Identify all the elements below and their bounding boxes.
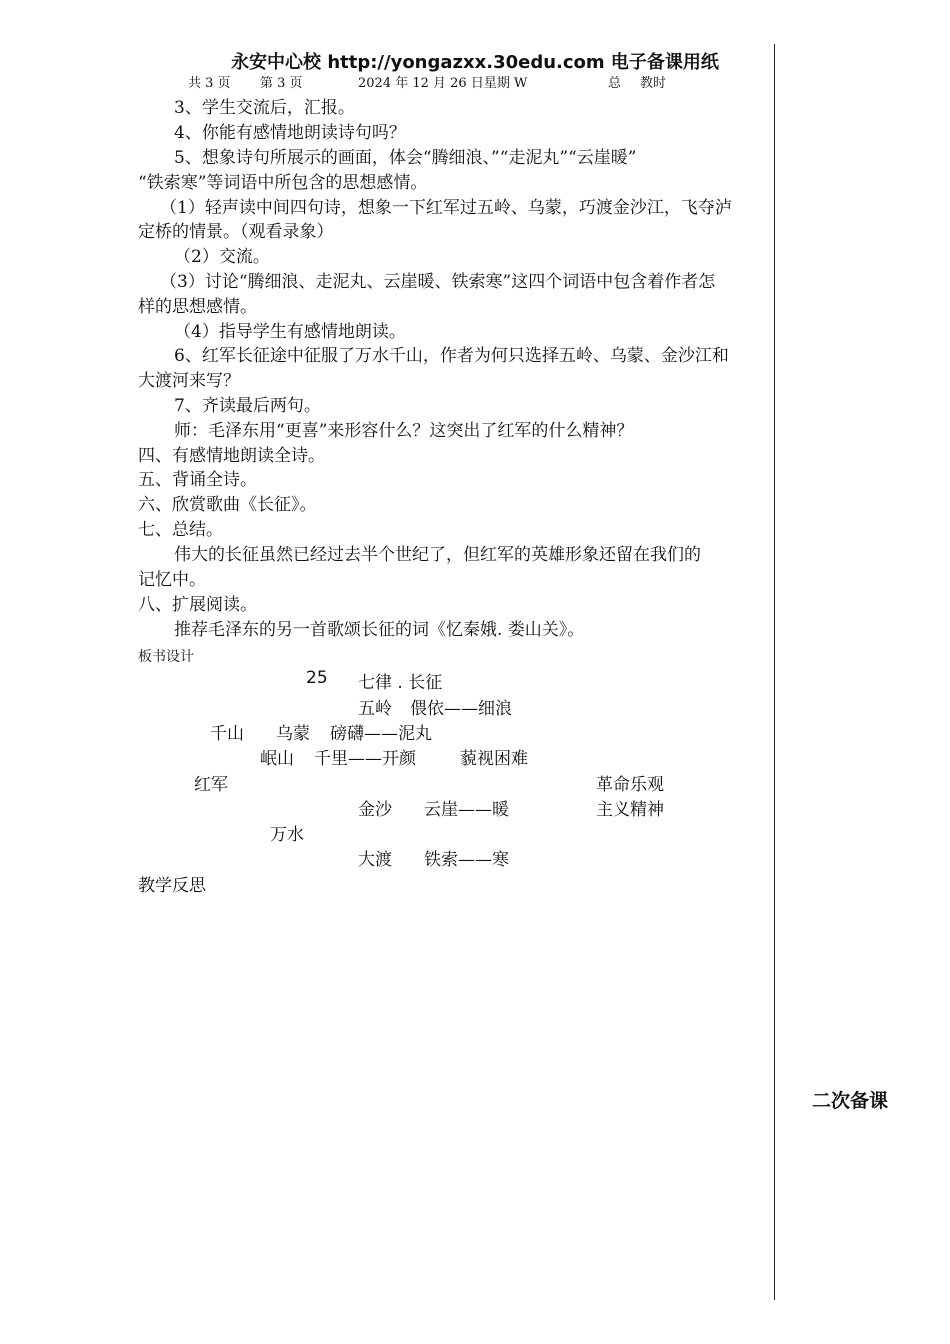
board-miaoshi: 藐视困难 bbox=[460, 749, 528, 769]
board-minshan: 岷山 bbox=[260, 749, 294, 769]
board-dadu: 大渡 bbox=[358, 850, 392, 870]
text-line: 六、欣赏歌曲《长征》。 bbox=[138, 495, 317, 515]
lesson-title: 七律 . 长征 bbox=[358, 673, 443, 693]
board-jinsha-phrase: 云崖——暖 bbox=[424, 800, 509, 820]
board-wumeng: 乌蒙 bbox=[276, 724, 310, 744]
board-dadu-phrase: 铁索——寒 bbox=[424, 850, 509, 870]
text-line: 4、你能有感情地朗读诗句吗？ bbox=[174, 123, 406, 143]
text-line: 样的思想感情。 bbox=[138, 297, 257, 317]
text-line: “铁索寒”等词语中所包含的思想感情。 bbox=[138, 173, 428, 193]
text-line: 5、想象诗句所展示的画面，体会“腾细浪、”“走泥丸”“云崖暖” bbox=[174, 148, 637, 168]
page-number: 第 3 页 bbox=[260, 76, 303, 91]
text-line: 大渡河来写？ bbox=[138, 371, 240, 391]
margin-divider bbox=[774, 44, 775, 1300]
reflection-heading: 教学反思 bbox=[138, 876, 206, 896]
board-hongjun: 红军 bbox=[194, 775, 228, 795]
text-line: 3、学生交流后，汇报。 bbox=[174, 98, 355, 118]
text-line: 6、红军长征途中征服了万水千山，作者为何只选择五岭、乌蒙、金沙江和 bbox=[174, 346, 729, 366]
text-line: 师：毛泽东用“更喜”来形容什么？这突出了红军的什么精神？ bbox=[174, 421, 634, 441]
text-line: 伟大的长征虽然已经过去半个世纪了，但红军的英雄形象还留在我们的 bbox=[174, 545, 701, 565]
text-line: （2）交流。 bbox=[174, 247, 270, 267]
text-line: 记忆中。 bbox=[138, 570, 206, 590]
text-line: 7、齐读最后两句。 bbox=[174, 396, 321, 416]
board-qianshan: 千山 bbox=[210, 724, 244, 744]
board-minshan-phrase: 千里——开颜 bbox=[314, 749, 416, 769]
total-pages: 共 3 页 bbox=[188, 76, 231, 91]
board-geming: 革命乐观 bbox=[596, 775, 664, 795]
board-wuling: 五岭 bbox=[358, 699, 392, 719]
board-wumeng-phrase: 磅礴——泥丸 bbox=[330, 724, 432, 744]
second-prep-label: 二次备课 bbox=[812, 1090, 889, 1112]
board-jinsha: 金沙 bbox=[358, 800, 392, 820]
board-wanshui: 万水 bbox=[270, 825, 304, 845]
total-label: 总 bbox=[608, 76, 622, 91]
text-line: 推荐毛泽东的另一首歌颂长征的词《忆秦娥. 娄山关》。 bbox=[174, 620, 585, 640]
text-line: （1）轻声读中间四句诗，想象一下红军过五岭、乌蒙，巧渡金沙江，飞夺泸 bbox=[160, 198, 732, 218]
text-line: 四、有感情地朗读全诗。 bbox=[138, 446, 325, 466]
page-title: 永安中心校 http://yongazxx.30edu.com 电子备课用纸 bbox=[231, 52, 719, 73]
board-heading: 板书设计 bbox=[138, 649, 194, 665]
text-line: 八、扩展阅读。 bbox=[138, 595, 257, 615]
text-line: 五、背诵全诗。 bbox=[138, 470, 257, 490]
text-line: （3）讨论“腾细浪、走泥丸、云崖暖、铁索寒”这四个词语中包含着作者怎 bbox=[160, 272, 716, 292]
text-line: 七、总结。 bbox=[138, 520, 223, 540]
date: 2024 年 12 月 26 日星期 W bbox=[358, 76, 528, 91]
board-zhuyi: 主义精神 bbox=[596, 800, 664, 820]
board-wuling-phrase: 偎依——细浪 bbox=[410, 699, 512, 719]
period-label: 教时 bbox=[640, 76, 667, 91]
lesson-number: 25 bbox=[306, 668, 328, 688]
text-line: 定桥的情景。（观看录象） bbox=[138, 222, 334, 242]
text-line: （4）指导学生有感情地朗读。 bbox=[174, 322, 406, 342]
